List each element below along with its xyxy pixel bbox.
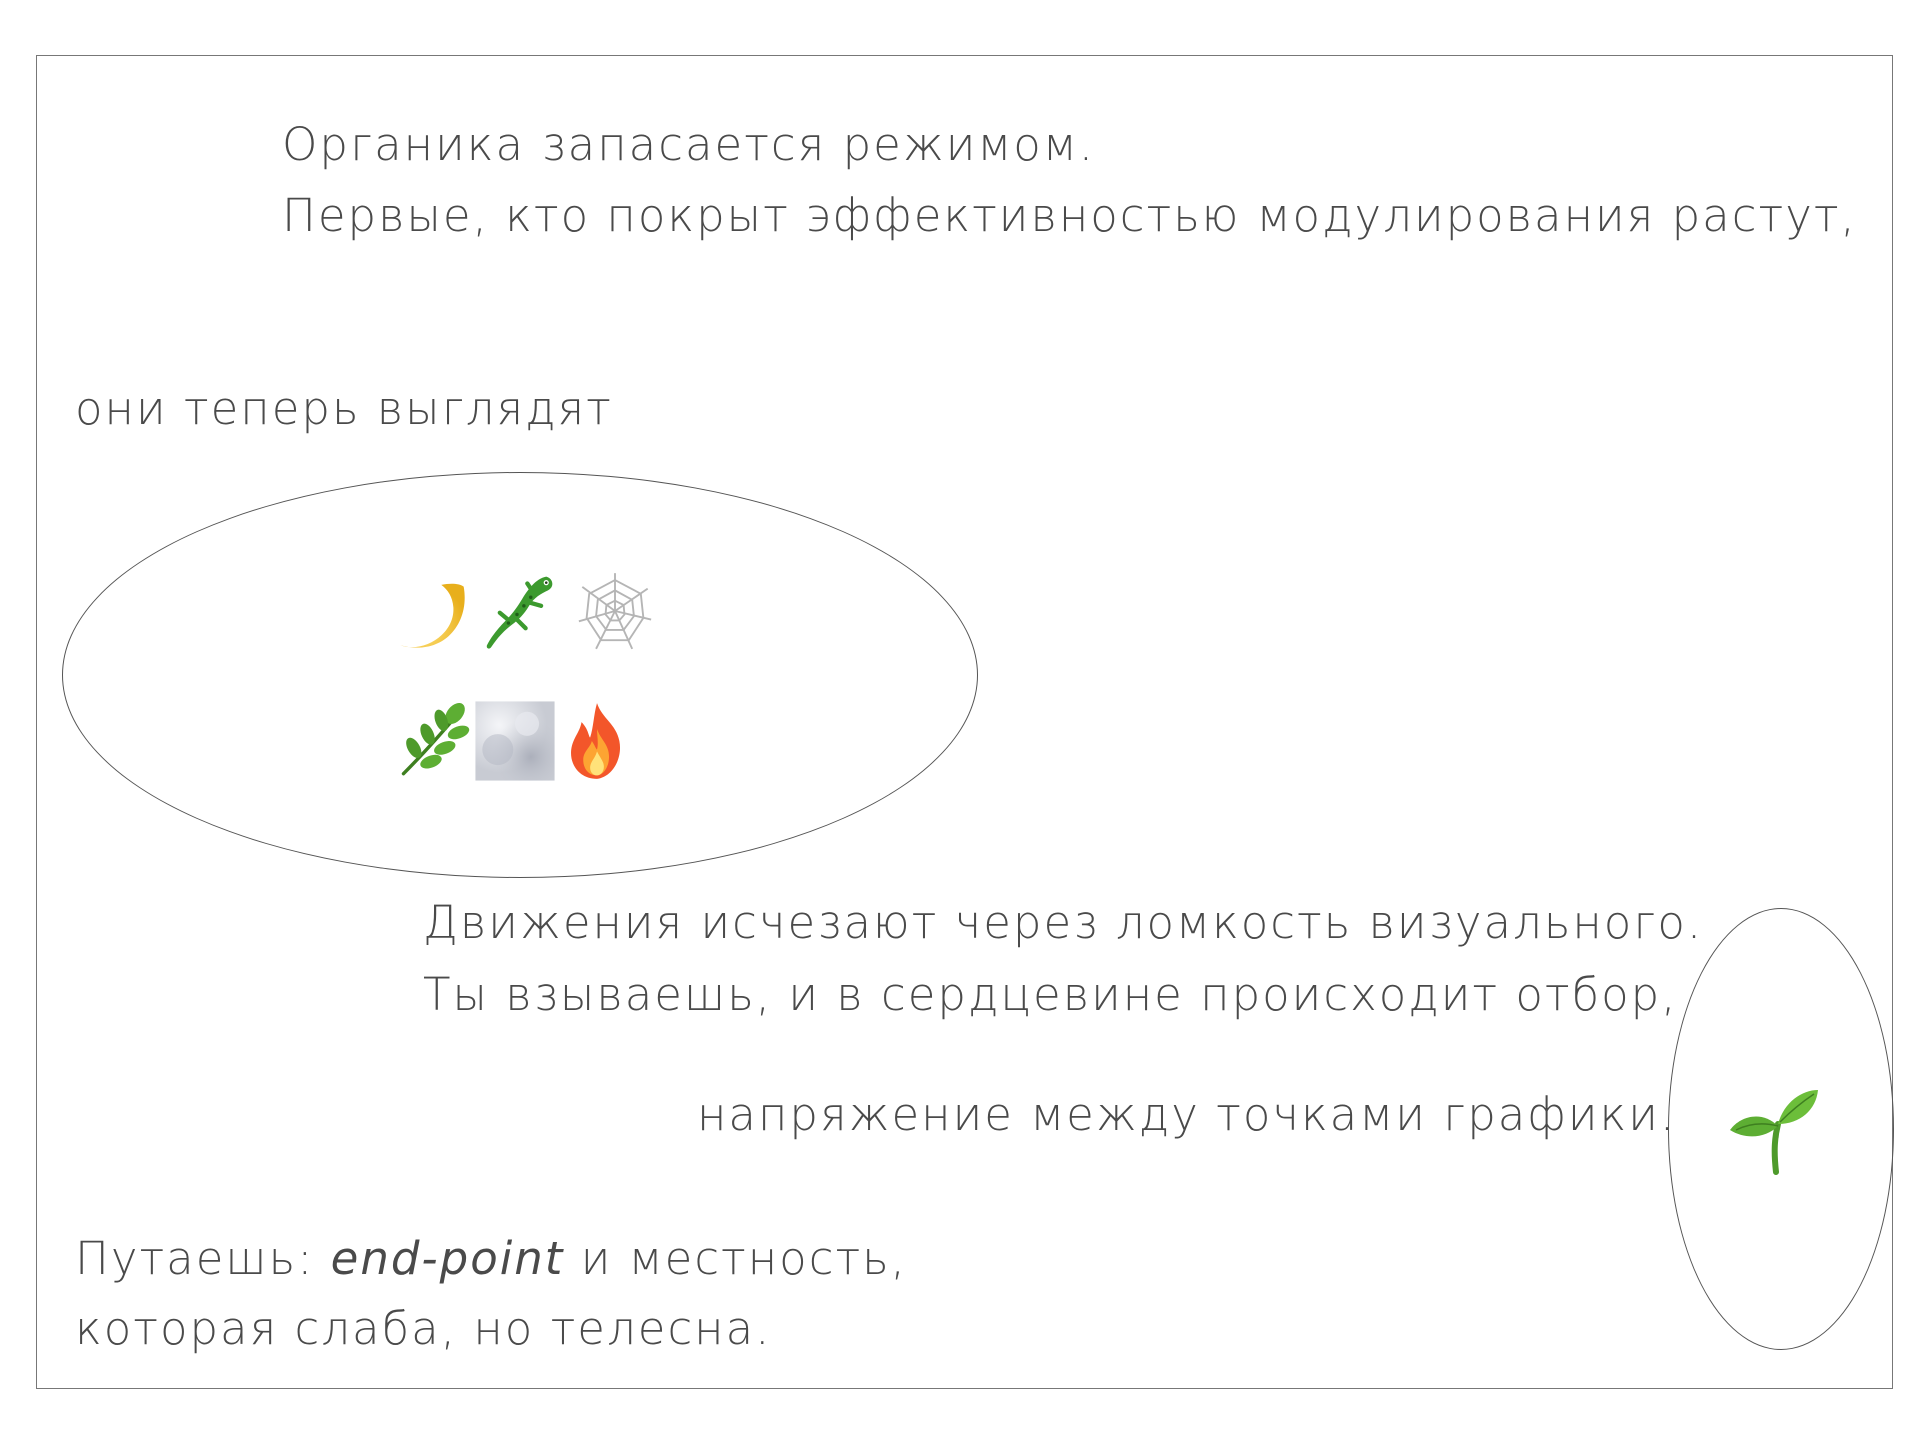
poem-line-7-prefix: Путаешь:	[75, 1232, 331, 1285]
poem-line-7-suffix: и местность,	[564, 1232, 907, 1285]
herb-icon	[388, 698, 474, 784]
poem-line-6: напряжение между точками графики.	[697, 1088, 1677, 1141]
spider-web-icon	[572, 568, 658, 654]
poem-line-8: которая слаба, но телесна.	[75, 1302, 772, 1355]
poem-line-2: Первые, кто покрыт эффективностью модулирования растут,	[282, 189, 1857, 242]
poem-line-7	[75, 1232, 907, 1285]
poem-line-5: Ты взываешь, и в сердцевине происходит отбор,	[423, 968, 1678, 1021]
emoji-ellipse	[62, 472, 978, 878]
fire-icon	[554, 698, 640, 784]
poem-line-1: Органика запасается режимом.	[282, 118, 1096, 171]
lizard-icon	[474, 568, 560, 654]
end-point-term: end-point	[330, 1232, 565, 1285]
poem-line-3: они теперь выглядят	[75, 382, 613, 435]
poem-line-4: Движения исчезают через ломкость визуального.	[423, 896, 1704, 949]
fog-icon	[472, 698, 558, 784]
seedling-icon	[1722, 1080, 1822, 1180]
crescent-moon-icon	[388, 578, 474, 664]
